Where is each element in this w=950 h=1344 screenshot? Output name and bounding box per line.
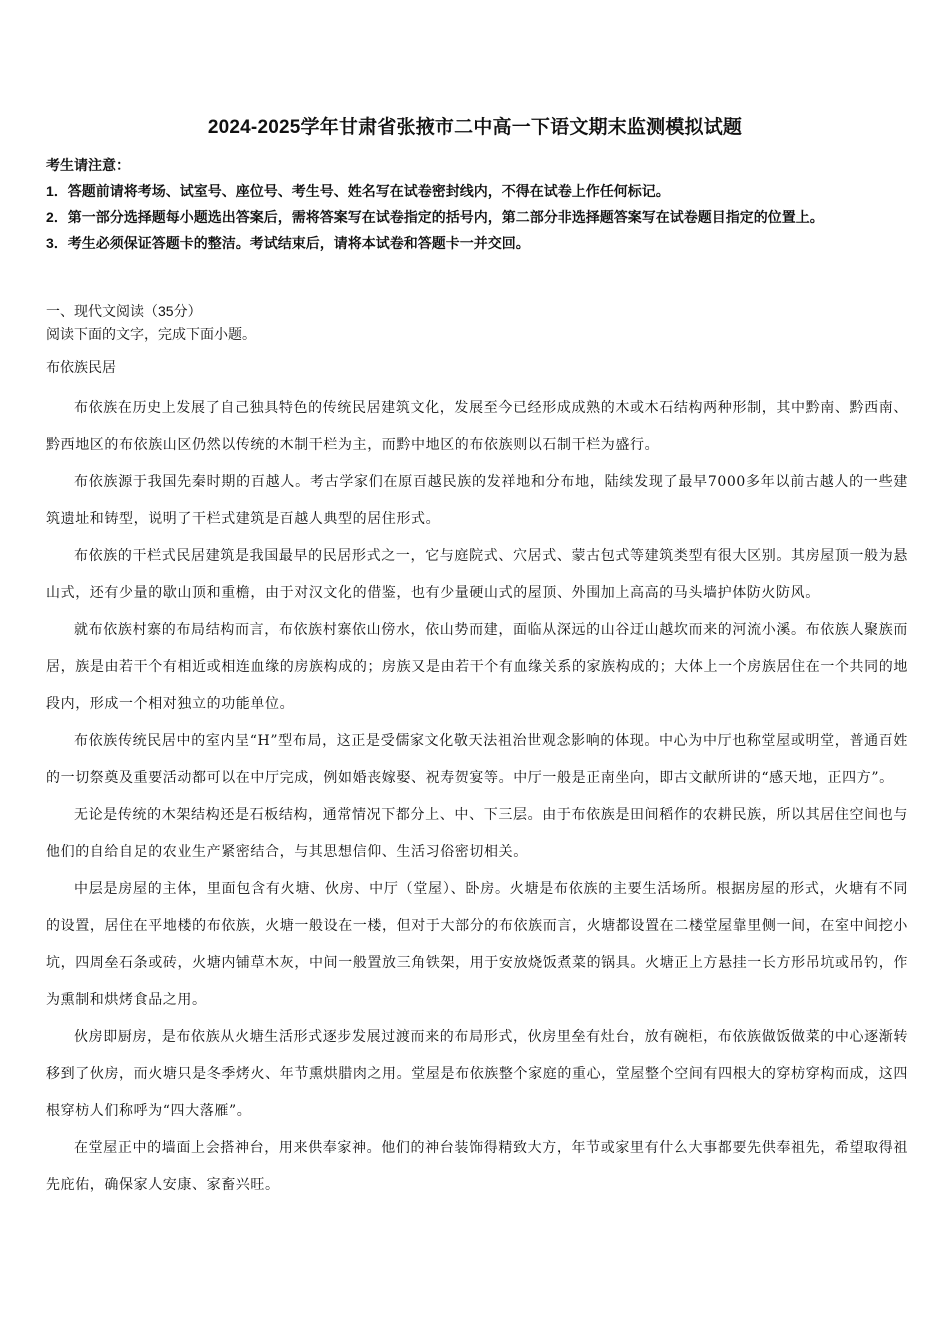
article-paragraph: 中层是房屋的主体，里面包含有火塘、伙房、中厅（堂屋）、卧房。火塘是布依族的主要生活场所。根据房屋的形式，火塘有不同的设置，居住在平地楼的布依族，火塘一般设在一楼，但对于大部分的布依族而言，火塘都设置在二楼堂屋靠里侧一间，在室中间挖小坑，四周垒石条或砖，火塘内铺草木灰，中间一般置放三角铁架，用于安放烧饭煮菜的锅具。火塘正上方悬挂一长方形吊坑或吊钓，作为熏制和烘烤食品之用。 [46, 881, 908, 1008]
section-heading: 一、现代文阅读（35分） [46, 303, 202, 319]
article-paragraph: 就布依族村寨的布局结构而言，布依族村寨依山傍水，依山势而建，面临从深远的山谷迂山越坎而来的河流小溪。布依族人聚族而居，族是由若干个有相近或相连血缘的房族构成的；房族又是由若干个有血缘关系的家族构成的；大体上一个房族居住在一个共同的地段内，形成一个相对独立的功能单位。 [46, 622, 908, 712]
article-paragraph: 伙房即厨房，是布依族从火塘生活形式逐步发展过渡而来的布局形式，伙房里垒有灶台，放有碗柜，布依族做饭做菜的中心逐渐转移到了伙房，而火塘只是冬季烤火、年节熏烘腊肉之用。堂屋是布依族整个家庭的重心，堂屋整个空间有四根大的穿枋穿构而成，这四根穿枋人们称呼为“四大落雁”。 [46, 1029, 908, 1119]
article-paragraph: 布依族在历史上发展了自己独具特色的传统民居建筑文化，发展至今已经形成成熟的木或木石结构两种形制，其中黔南、黔西南、黔西地区的布依族山区仍然以传统的木制干栏为主，而黔中地区的布依族则以石制干栏为盛行。 [46, 400, 908, 453]
notice-item: 3．考生必须保证答题卡的整洁。考试结束后，请将本试卷和答题卡一并交回。 [46, 235, 530, 251]
article-paragraph: 布依族的干栏式民居建筑是我国最早的民居形式之一，它与庭院式、穴居式、蒙古包式等建筑类型有很大区别。其房屋顶一般为悬山式，还有少量的歇山顶和重檐，由于对汉文化的借鉴，也有少量硬山式的屋顶、外围加上高高的马头墙护体防火防风。 [46, 548, 908, 601]
article-body [46, 390, 908, 1204]
notice-block [46, 152, 906, 256]
article-paragraph: 在堂屋正中的墙面上会搭神台，用来供奉家神。他们的神台装饰得精致大方，年节或家里有什么大事都要先供奉祖先，希望取得祖先庇佑，确保家人安康、家畜兴旺。 [46, 1140, 908, 1193]
section-header [46, 300, 906, 322]
article-paragraph: 布依族源于我国先秦时期的百越人。考古学家们在原百越民族的发祥地和分布地，陆续发现了最早7000多年以前古越人的一些建筑遗址和铸型，说明了干栏式建筑是百越人典型的居住形式。 [46, 474, 908, 527]
article-paragraph: 无论是传统的木架结构还是石板结构，通常情况下都分上、中、下三层。由于布依族是田间稻作的农耕民族，所以其居住空间也与他们的自给自足的农业生产紧密结合，与其思想信仰、生活习俗密切相关。 [46, 807, 908, 860]
article-title: 布依族民居 [46, 360, 116, 376]
notice-item: 1．答题前请将考场、试室号、座位号、考生号、姓名写在试卷密封线内，不得在试卷上作任何标记。 [46, 183, 670, 199]
page-title: 2024-2025学年甘肃省张掖市二中高一下语文期末监测模拟试题 [207, 117, 743, 138]
article-paragraph: 布依族传统民居中的室内呈“H”型布局，这正是受儒家文化敬天法祖治世观念影响的体现。中心为中厅也称堂屋或明堂，普通百姓的一切祭奠及重要活动都可以在中厅完成，例如婚丧嫁娶、祝寿贺宴等。中厅一般是正南坐向，即古文献所讲的“感天地，正四方”。 [46, 733, 908, 786]
reading-instruction: 阅读下面的文字，完成下面小题。 [46, 327, 256, 343]
notice-item: 2．第一部分选择题每小题选出答案后，需将答案写在试卷指定的括号内，第二部分非选择题答案写在试卷题目指定的位置上。 [46, 209, 824, 225]
notice-heading: 考生请注意： [46, 157, 130, 173]
